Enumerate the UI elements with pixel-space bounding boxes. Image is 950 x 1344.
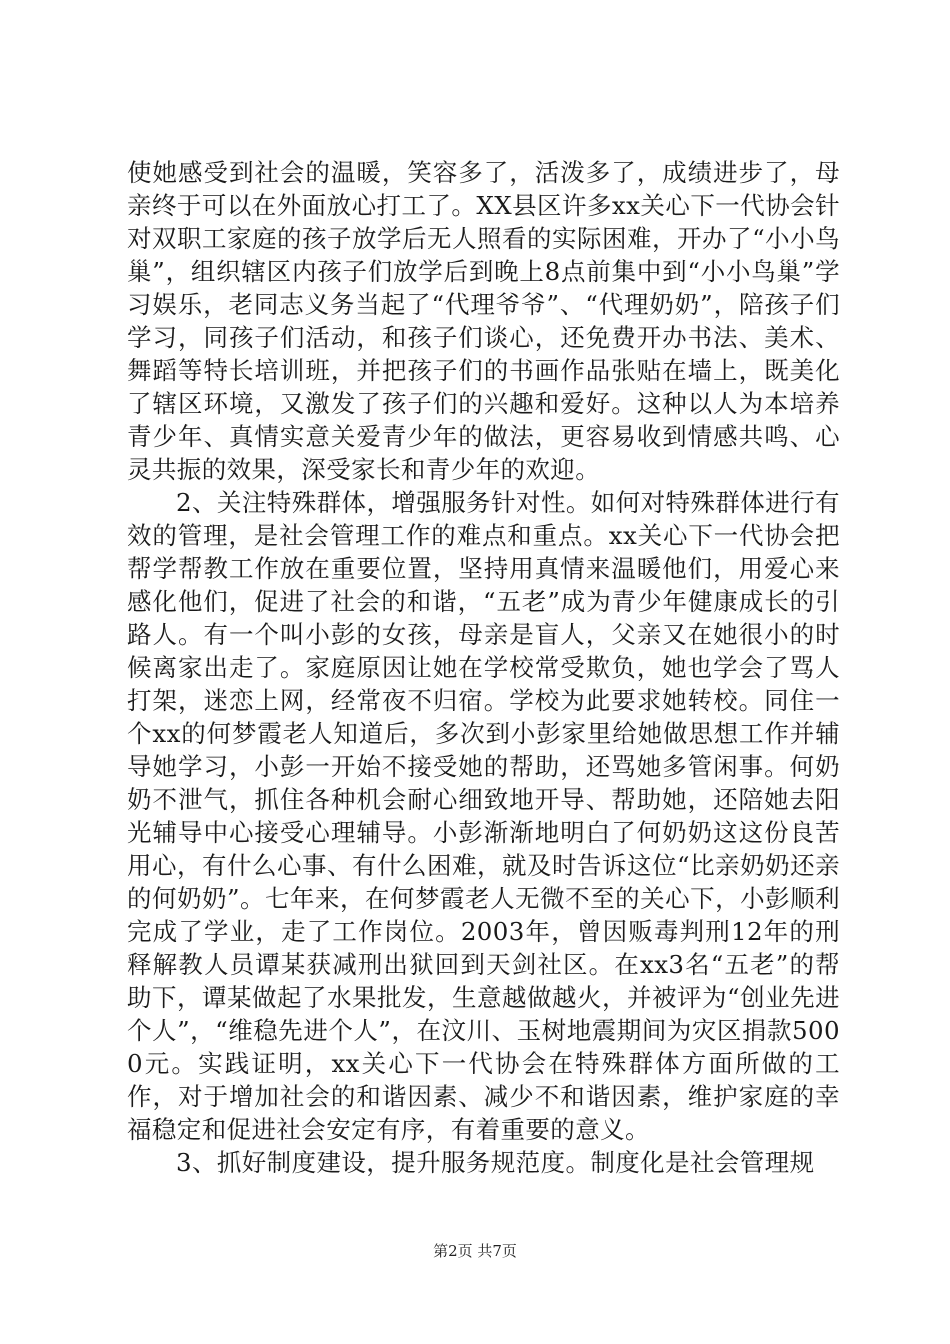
paragraph-2: 2、关注特殊群体，增强服务针对性。如何对特殊群体进行有效的管理，是社会管理工作的难点和重点。xx关心下一代协会把帮学帮教工作放在重要位置，坚持用真情来温暖他们，用爱心来感化他们，促进了社会的和谐，“五老”成为青少年健康成长的引路人。有一个叫小彭的女孩，母亲是盲人，父亲又在她很小的时候离家出走了。家庭原因让她在学校常受欺负，她也学会了骂人打架，迷恋上网，经常夜不归宿。学校为此要求她转校。同住一个xx的何梦霞老人知道后，多次到小彭家里给她做思想工作并辅导她学习，小彭一开始不接受她的帮助，还骂她多管闲事。何奶奶不泄气，抓住各种机会耐心细致地开导、帮助她，还陪她去阳光辅导中心接受心理辅导。小彭渐渐地明白了何奶奶这这份良苦用心，有什么心事、有什么困难，就及时告诉这位“比亲奶奶还亲的何奶奶”。七年来，在何梦霞老人无微不至的关心下，小彭顺利完成了学业，走了工作岗位。2003年，曾因贩毒判刑12年的刑释解教人员谭某获减刑出狱回到天剑社区。在xx3名“五老”的帮助下，谭某做起了水果批发，生意越做越火，并被评为“创业先进个人”，“维稳先进个人”，在汶川、玉树地震期间为灾区捐款5000元。实践证明，xx关心下一代协会在特殊群体方面所做的工作，对于增加社会的和谐因素、减少不和谐因素，维护家庭的幸福稳定和促进社会安定有序，有着重要的意义。 (127, 488, 840, 1144)
page-number-footer: 第2页 共7页 (433, 1242, 517, 1260)
paragraph-3: 3、抓好制度建设，提升服务规范度。制度化是社会管理规 (176, 1148, 815, 1177)
document-body (127, 156, 840, 1179)
paragraph-1: 使她感受到社会的温暖，笑容多了，活泼多了，成绩进步了，母亲终于可以在外面放心打工了。XX县区许多xx关心下一代协会针对双职工家庭的孩子放学后无人照看的实际困难，开办了“小小鸟巢”，组织辖区内孩子们放学后到晚上8点前集中到“小小鸟巢”学习娱乐，老同志义务当起了“代理爷爷”、“代理奶奶”，陪孩子们学习，同孩子们活动，和孩子们谈心，还免费开办书法、美术、舞蹈等特长培训班，并把孩子们的书画作品张贴在墙上，既美化了辖区环境，又激发了孩子们的兴趣和爱好。这种以人为本培养青少年、真情实意关爱青少年的做法，更容易收到情感共鸣、心灵共振的效果，深受家长和青少年的欢迎。 (127, 158, 840, 484)
